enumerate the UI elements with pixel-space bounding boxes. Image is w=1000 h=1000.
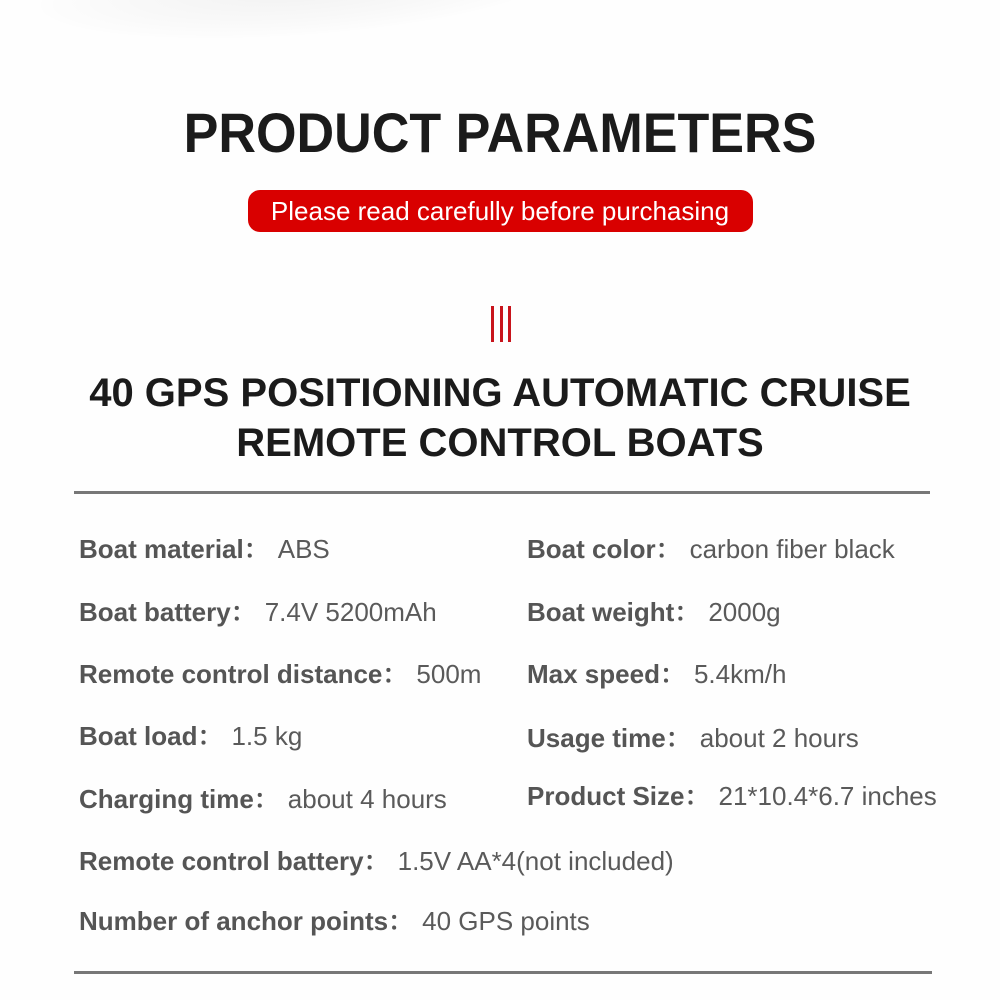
spec-label: Boat battery： — [79, 597, 257, 627]
spec-max-speed — [527, 658, 786, 690]
spec-label: Usage time： — [527, 723, 692, 753]
spec-value: 1.5 kg — [231, 721, 303, 751]
spec-product-size — [527, 780, 937, 812]
spec-value: 500m — [416, 659, 482, 689]
spec-label: Boat material： — [79, 534, 270, 564]
spec-anchor-points — [79, 905, 590, 937]
spec-label: Boat color： — [527, 534, 682, 564]
spec-value: about 2 hours — [699, 723, 859, 753]
spec-value: 5.4km/h — [693, 659, 787, 689]
spec-boat-battery — [79, 596, 437, 628]
spec-boat-color — [527, 533, 895, 565]
spec-value: 1.5V AA*4(not included) — [397, 846, 674, 876]
divider-top — [74, 491, 930, 494]
product-title-line-2: REMOTE CONTROL BOATS — [236, 421, 764, 465]
spec-boat-load — [79, 720, 302, 752]
decorative-shadow — [37, 0, 562, 53]
spec-label: Boat weight： — [527, 597, 701, 627]
page-title: PRODUCT PARAMETERS — [183, 101, 817, 164]
spec-charging-time — [79, 783, 447, 815]
spec-usage-time — [527, 722, 859, 754]
spec-value: 21*10.4*6.7 inches — [718, 781, 937, 811]
spec-label: Remote control battery： — [79, 846, 390, 876]
spec-value: 2000g — [708, 597, 781, 627]
spec-label: Charging time： — [79, 784, 280, 814]
spec-label: Remote control distance： — [79, 659, 409, 689]
spec-remote-distance — [79, 658, 481, 690]
triple-bar-icon — [491, 306, 511, 342]
spec-label: Max speed： — [527, 659, 686, 689]
spec-value: 7.4V 5200mAh — [264, 597, 437, 627]
spec-remote-battery — [79, 845, 674, 877]
spec-value: about 4 hours — [287, 784, 447, 814]
spec-boat-material — [79, 533, 330, 565]
spec-label: Boat load： — [79, 721, 224, 751]
notice-badge: Please read carefully before purchasing — [248, 190, 753, 232]
spec-label: Product Size： — [527, 781, 711, 811]
spec-value: carbon fiber black — [689, 534, 895, 564]
spec-label: Number of anchor points： — [79, 906, 415, 936]
spec-boat-weight — [527, 596, 781, 628]
divider-bottom — [74, 971, 932, 974]
product-title-line-1: 40 GPS POSITIONING AUTOMATIC CRUISE — [89, 371, 911, 415]
spec-value: ABS — [277, 534, 330, 564]
spec-value: 40 GPS points — [422, 906, 590, 936]
product-title — [0, 368, 1000, 468]
